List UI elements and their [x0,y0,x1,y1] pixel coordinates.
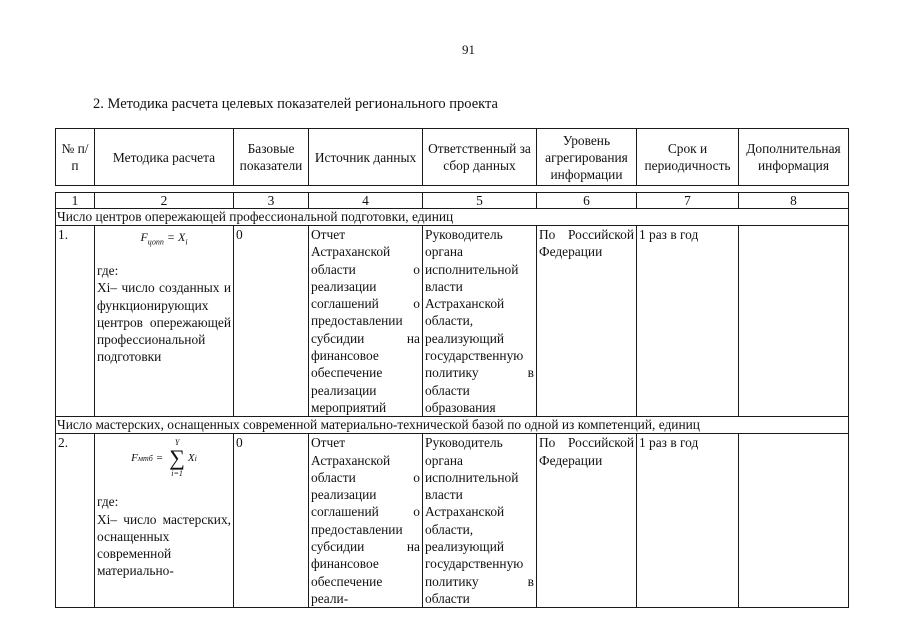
where-label: где: [97,494,119,510]
header-base: Базовые показатели [234,129,309,186]
column-number: 1 [56,193,95,209]
formula-term: X [187,451,195,464]
formula-lhs-sub: цопп [147,237,164,247]
formula-rhs: = X [166,230,186,244]
sum-upper-limit: Y [174,438,180,448]
formula [97,226,231,248]
column-number: 4 [309,193,423,209]
section-title-row [56,209,849,226]
section-title-cell: Число центров опережающей профессиональной подготовки, единиц [56,209,849,226]
header-additional: Дополнительная информация [739,129,849,186]
formula-term-sub: i [194,453,197,463]
method-cell [95,226,234,417]
header-responsible: Ответственный за сбор данных [423,129,537,186]
sum-lower-limit: i=1 [171,469,183,479]
header-row [56,129,849,186]
sum-operator [169,438,185,478]
formula-lhs: F [131,451,138,464]
table-row [56,226,849,417]
table-row [56,434,849,608]
periodicity-cell: 1 раз в год [637,226,739,417]
page-number: 91 [462,42,475,57]
aggregation-cell: По Российской Федерации [537,226,637,417]
additional-cell [739,434,849,608]
section-title-cell: Число мастерских, оснащенных современной материально-технической базой по одной из компетенций, единиц [56,417,849,434]
source-cell: Отчет Астраханской области о реализации соглашений о предоставлении субсидии на финансовое обеспечение реализации мероприятий [309,226,423,417]
method-text: Xi– число созданных и функционирующих центров опережающей профессиональной подготовки [97,280,231,365]
section-title-row [56,417,849,434]
base-value: 0 [234,226,309,417]
header-periodicity: Срок и периодичность [637,129,739,186]
header-method: Методика расчета [95,129,234,186]
header-gap [56,186,849,193]
aggregation-cell: По Российской Федерации [537,434,637,608]
formula-lhs: F [140,230,148,244]
column-number: 3 [234,193,309,209]
formula-eq: = [155,451,164,464]
header-source: Источник данных [309,129,423,186]
source-cell: Отчет Астраханской области о реализации соглашений о предоставлении субсидии на финансовое обеспечение реали- [309,434,423,608]
column-number: 8 [739,193,849,209]
row-number: 1. [56,226,95,417]
header-number: № п/п [56,129,95,186]
column-number: 6 [537,193,637,209]
column-number: 5 [423,193,537,209]
column-number: 2 [95,193,234,209]
responsible-cell: Руководитель органа исполнительной власти Астраханской области, реализующий государственную политику в области образования [423,226,537,417]
section-title: 2. Методика расчета целевых показателей регионального проекта [93,96,498,112]
row-number: 2. [56,434,95,608]
where-label: где: [97,263,119,278]
additional-cell [739,226,849,417]
column-number-row [56,193,849,209]
column-number: 7 [637,193,739,209]
indicators-table [55,128,849,608]
formula-lhs-sub: мтб [137,453,153,463]
method-cell [95,434,234,608]
periodicity-cell: 1 раз в год [637,434,739,608]
formula-rhs-sub: i [185,237,188,247]
method-text: Xi– число мастерских, оснащенных современной материально- [97,511,231,579]
header-aggregation: Уровень агрегирования информации [537,129,637,186]
base-value: 0 [234,434,309,608]
sigma-symbol: ∑ [169,445,185,471]
formula [97,436,231,480]
gap-cell [56,186,849,193]
responsible-cell: Руководитель органа исполнительной власти Астраханской области, реализующий государственную политику в области [423,434,537,608]
